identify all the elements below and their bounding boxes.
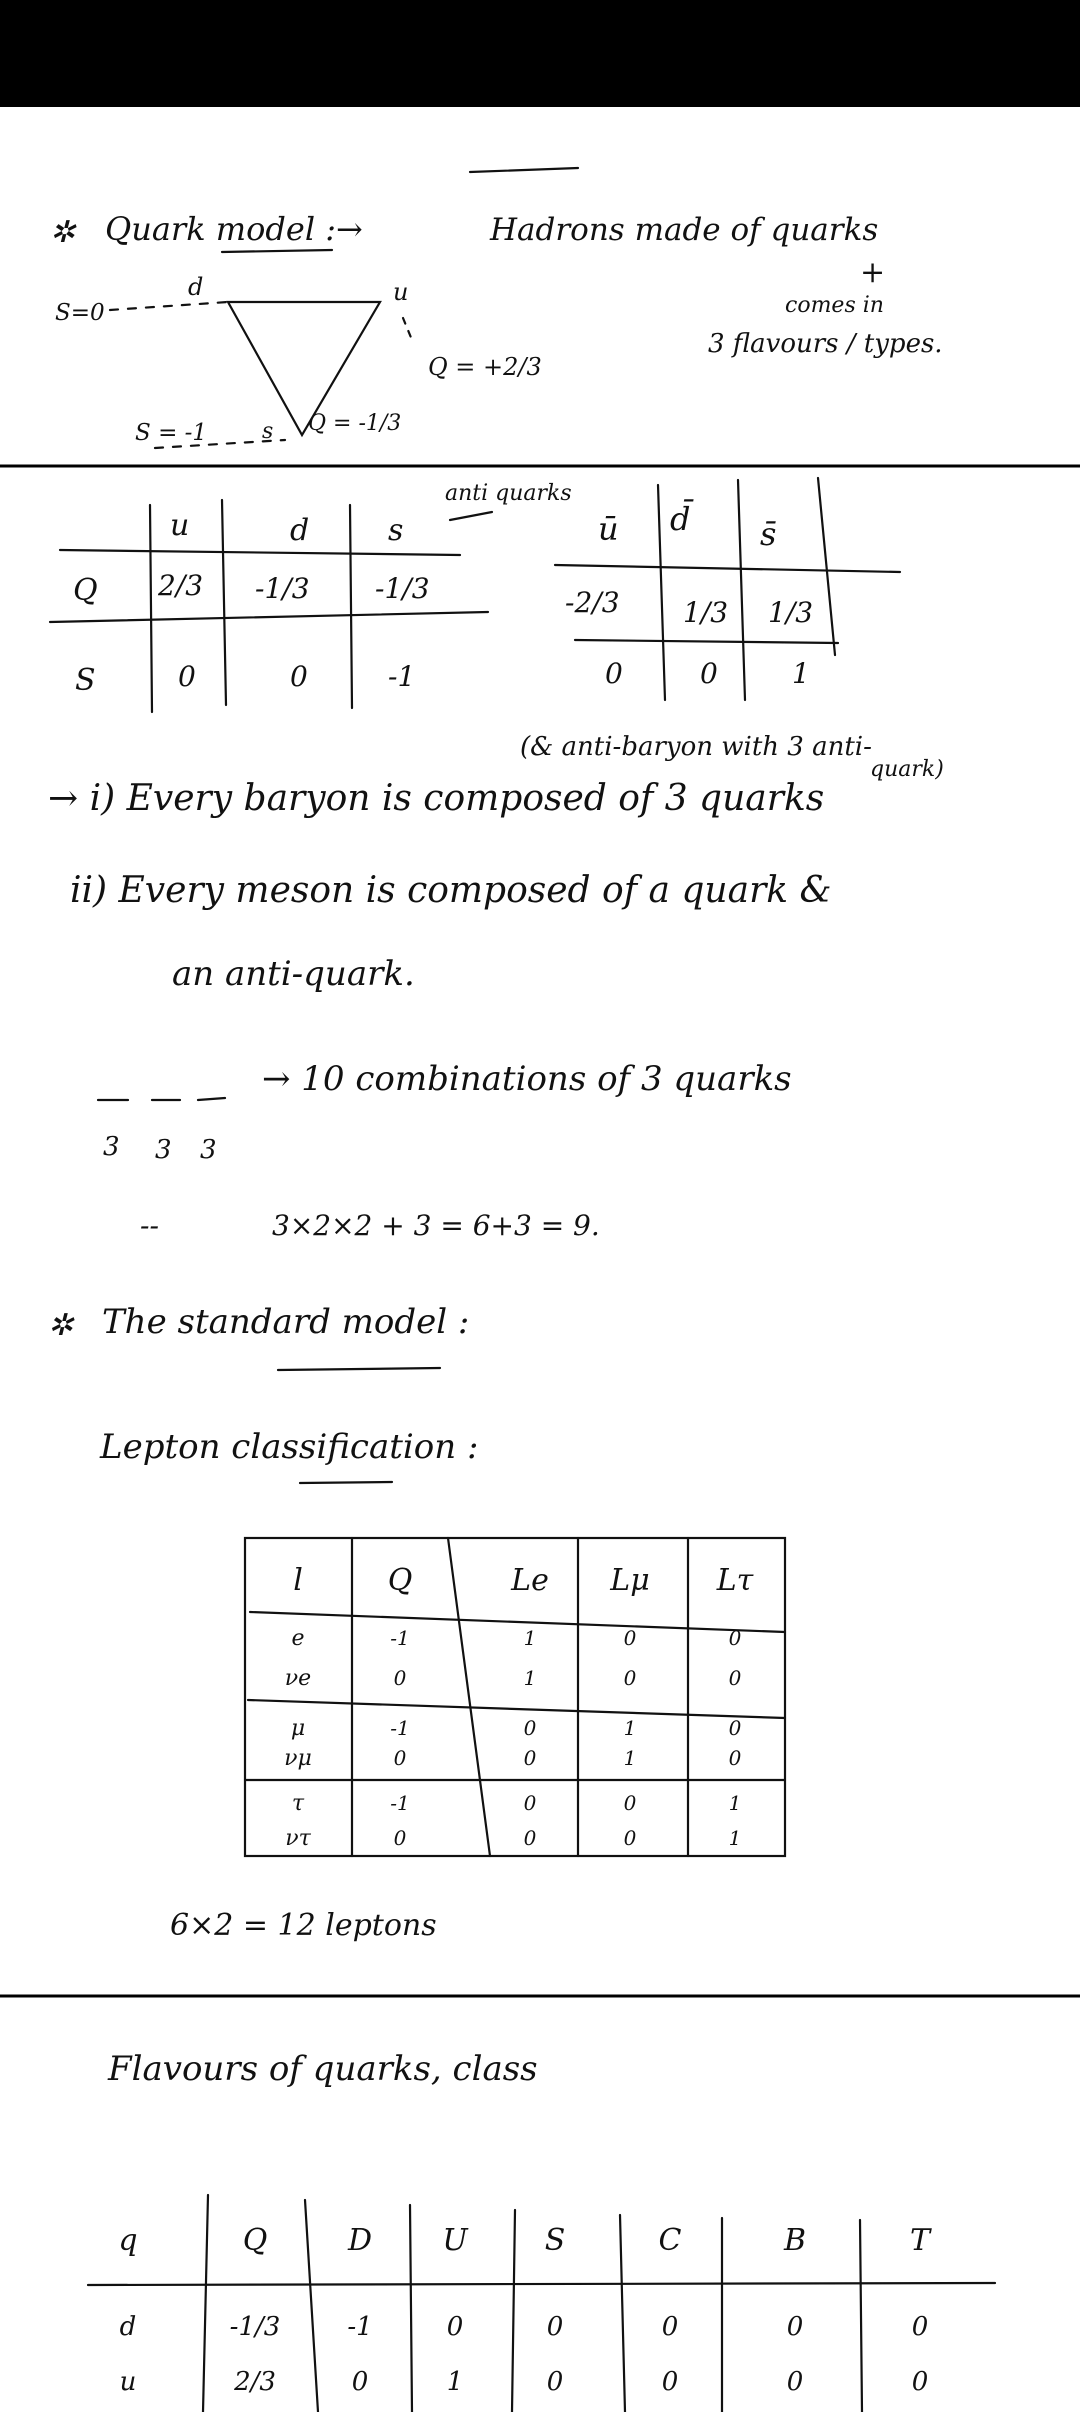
flavour-table-header: D (347, 2223, 373, 2258)
lepton-table-cell: 1 (623, 1716, 637, 1740)
lepton-table-cell: νμ (284, 1746, 312, 1771)
lepton-table-cell: 0 (623, 1666, 637, 1690)
antiquarks-caption: anti quarks (445, 481, 572, 506)
lepton-table-cell: νe (284, 1666, 312, 1691)
antiquark-table-cell: 0 (605, 657, 623, 690)
lepton-table-vline (448, 1538, 490, 1856)
flavour-table-cell: 0 (786, 2367, 804, 2397)
star-icon: ✲ (50, 215, 76, 250)
quark-table-cell: -1/3 (255, 572, 310, 605)
hadrons-text: Hadrons made of quarks (490, 212, 879, 248)
quark-table-row-S-label: S (75, 663, 96, 698)
standard-model-underline (278, 1368, 440, 1370)
lepton-table-cell: 0 (728, 1716, 742, 1740)
quark-table-header-d: d (290, 513, 310, 548)
rule-i: → i) Every baryon is composed of 3 quarks (48, 778, 825, 819)
flavours-text: 3 flavours / types. (708, 329, 943, 359)
flavour-table-cell: 0 (661, 2367, 679, 2397)
flavour-table-vline (860, 2220, 862, 2412)
lepton-classification-underline (300, 1482, 392, 1483)
lepton-table-cell: 1 (523, 1666, 537, 1690)
lepton-table-cell: ντ (285, 1826, 311, 1851)
dashed-line-u (403, 318, 412, 340)
lepton-table-cell: 0 (393, 1746, 407, 1770)
lepton-table-header: l (293, 1563, 303, 1598)
rule-ii-line-1: ii) Every meson is composed of a quark & (70, 870, 832, 911)
lepton-table-cell: τ (291, 1791, 305, 1816)
dashed-line-s0 (110, 302, 228, 310)
lepton-table-header: Lμ (610, 1563, 650, 1598)
lepton-table-cell: 0 (728, 1666, 742, 1690)
quark-model-title: Quark model :→ (105, 210, 363, 248)
quark-table-cell: -1 (388, 660, 416, 693)
antiquark-table-cell: 1/3 (768, 596, 814, 629)
strangeness-minus-label: S = -1 (135, 420, 208, 446)
quark-table-vline (350, 505, 352, 708)
lepton-table-cell: 0 (523, 1791, 537, 1815)
flavour-table-header: C (658, 2223, 682, 2258)
comes-in-text: comes in (785, 293, 884, 318)
flavour-table-header: B (783, 2223, 807, 2258)
antiquark-table-hline-1 (555, 565, 900, 572)
flavour-table-vline (305, 2200, 318, 2412)
antiquark-header-ubar: ū (598, 510, 619, 548)
flavour-table-cell: 0 (546, 2367, 564, 2397)
lepton-table-cell: 0 (728, 1746, 742, 1770)
lepton-table-cell: -1 (390, 1626, 410, 1650)
flavours-of-quarks-title: Flavours of quarks, class (108, 2049, 538, 2089)
flavour-table-header: q (118, 2223, 138, 2258)
lepton-table (245, 1538, 785, 1856)
lepton-table-group-line (248, 1700, 785, 1718)
flavour-table-cells (118, 2223, 932, 2397)
flavour-table-header: T (909, 2223, 931, 2258)
strangeness-zero-label: S=0 (55, 300, 105, 326)
antiquarks-arrow (450, 512, 492, 520)
quark-table-header-s: s (388, 513, 404, 548)
lepton-table-cell: 1 (523, 1626, 537, 1650)
lepton-table-cell: 0 (623, 1791, 637, 1815)
lepton-table-header: Q (387, 1563, 413, 1598)
lepton-table-cell: 1 (728, 1791, 742, 1815)
antiquark-table-cell: 0 (700, 657, 718, 690)
antibaryon-note-2: quark) (870, 757, 944, 782)
flavour-table-cell: 0 (911, 2367, 929, 2397)
antiquark-table-vline (658, 485, 665, 700)
quark-table-hline-2 (50, 612, 488, 622)
antibaryon-note-1: (& anti-baryon with 3 anti- (520, 732, 872, 762)
quark-table-cell: 0 (290, 660, 308, 693)
quark-table-cell: 0 (178, 660, 196, 693)
antiquark-table-vline (738, 480, 745, 700)
lepton-table-cell: 0 (523, 1746, 537, 1770)
flavour-table-vline (410, 2205, 412, 2412)
lepton-table-cell: 0 (623, 1626, 637, 1650)
quark-table-vline (150, 505, 152, 712)
s-quark-label: s (262, 419, 274, 444)
flavour-table-cell: -1/3 (229, 2312, 281, 2342)
slot-value: 3 (200, 1135, 217, 1165)
antiquark-table-cell: -2/3 (565, 586, 620, 619)
flavour-table-cell: 0 (786, 2312, 804, 2342)
quark-table-row-Q-label: Q (73, 573, 98, 608)
flavour-table-cell: -1 (347, 2312, 373, 2342)
antiquark-header-dbar: d̄ (670, 500, 691, 538)
quark-table-header-u: u (170, 508, 190, 543)
lepton-table-cell: -1 (390, 1716, 410, 1740)
lepton-table-cell: μ (290, 1716, 306, 1741)
slot-value: 3 (155, 1135, 172, 1165)
quark-table-vline (222, 500, 226, 705)
lepton-table-cell: 0 (623, 1826, 637, 1850)
antiquark-table-hline-2 (575, 640, 838, 643)
lepton-classification-title: Lepton classification : (100, 1427, 479, 1467)
lepton-table-cell: 0 (393, 1666, 407, 1690)
flavour-table-cell: 0 (911, 2312, 929, 2342)
leptons-count: 6×2 = 12 leptons (170, 1908, 437, 1943)
quark-table-hline-1 (60, 550, 460, 555)
antiquark-table-cell: 1/3 (683, 596, 729, 629)
lepton-table-cell: 0 (728, 1626, 742, 1650)
lepton-table-cell: -1 (390, 1791, 410, 1815)
standard-model-title: The standard model : (102, 1302, 470, 1342)
flavour-table-header: Q (242, 2223, 268, 2258)
flavour-table-vline (512, 2210, 515, 2412)
antiquark-header-sbar: s̄ (760, 515, 777, 553)
lepton-table-cell: 1 (623, 1746, 637, 1770)
rule-ii-line-2: an anti-quark. (172, 954, 415, 994)
flavour-table-vline (620, 2215, 625, 2412)
flavour-table-header-line (88, 2283, 995, 2285)
combinations-text: → 10 combinations of 3 quarks (262, 1059, 792, 1099)
lepton-table-cells (284, 1563, 753, 1851)
flavour-table-cell: 0 (351, 2367, 369, 2397)
flavour-table-cell: d (119, 2312, 137, 2342)
lepton-table-header: Lτ (716, 1563, 754, 1598)
flavour-table-cell: 0 (446, 2312, 464, 2342)
quark-table (50, 500, 488, 712)
flavour-table-cell: 0 (546, 2312, 564, 2342)
plus-sign: + (860, 255, 886, 290)
flavour-table-cell: 2/3 (234, 2367, 276, 2397)
flavour-table-cell: 1 (446, 2367, 464, 2397)
star-icon: ✲ (48, 1308, 74, 1343)
flavour-table-cell: 0 (661, 2312, 679, 2342)
lepton-table-cell: e (291, 1626, 305, 1651)
charge-plus-label: Q = +2/3 (428, 353, 542, 381)
flavour-table-cell: u (119, 2367, 137, 2397)
lepton-table-header: Le (511, 1563, 549, 1598)
quark-model-underline (222, 250, 332, 252)
combinations-calc: 3×2×2 + 3 = 6+3 = 9. (272, 1209, 600, 1242)
lepton-table-cell: 0 (393, 1826, 407, 1850)
slot-value: 3 (103, 1132, 120, 1162)
lepton-table-header-line (250, 1612, 785, 1632)
flavour-table-vline (203, 2195, 208, 2412)
flavour-table (88, 2195, 995, 2412)
antiquark-table-vline (818, 478, 835, 655)
calc-dashes: -- (140, 1209, 159, 1242)
antiquark-table-cell: 1 (792, 657, 810, 690)
charge-minus-label: Q = -1/3 (308, 411, 402, 436)
lepton-table-cell: 0 (523, 1716, 537, 1740)
d-quark-label: d (188, 273, 204, 301)
quark-table-cell: 2/3 (158, 569, 204, 602)
u-quark-label: u (393, 278, 409, 306)
lepton-table-cell: 1 (728, 1826, 742, 1850)
lepton-table-cell: 0 (523, 1826, 537, 1850)
flavour-table-header: S (544, 2223, 566, 2258)
flavour-table-header: U (442, 2223, 468, 2258)
quark-slots (98, 1098, 225, 1100)
quark-table-cell: -1/3 (375, 572, 430, 605)
antiquark-table (445, 478, 900, 700)
underline-top (470, 168, 578, 172)
